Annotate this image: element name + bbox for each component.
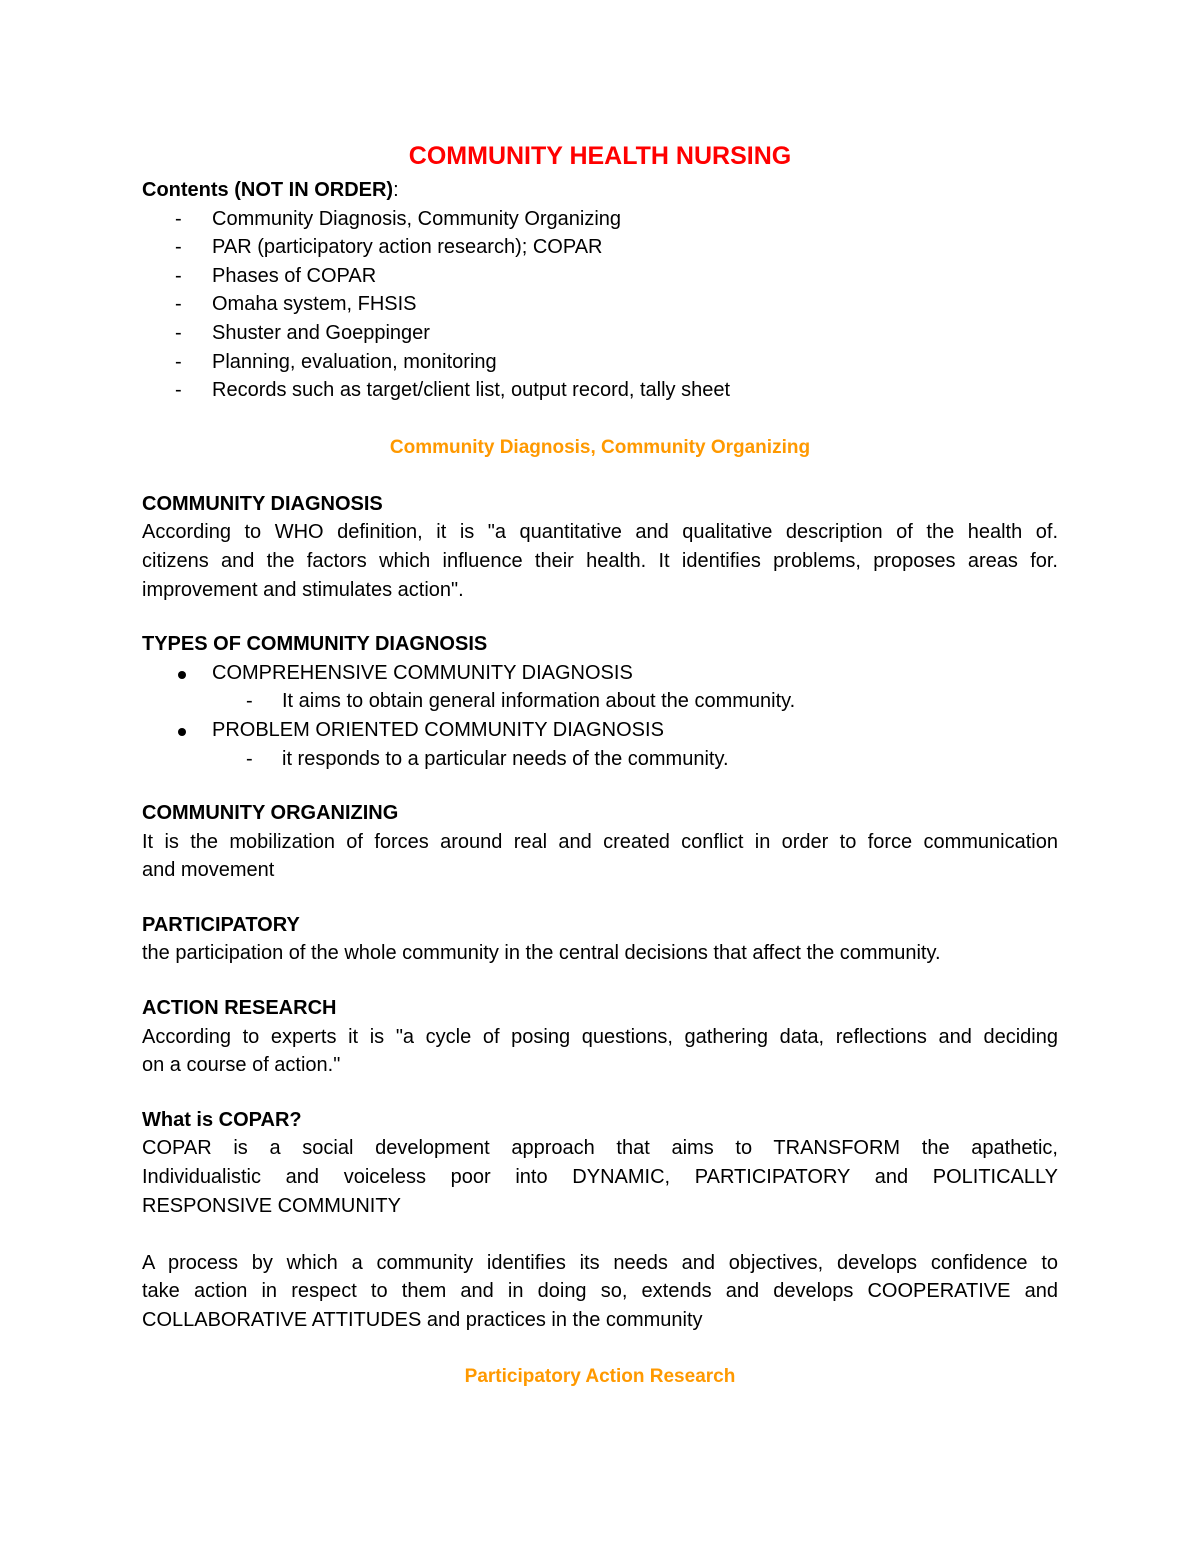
list-item-text: PAR (participatory action research); COPAR (212, 236, 603, 259)
contents-colon: : (393, 179, 399, 201)
sub-list-item: - it responds to a particular needs of the community. (246, 747, 729, 770)
bullet-icon (178, 671, 186, 679)
community-diagnosis-heading: COMMUNITY DIAGNOSIS (142, 492, 383, 515)
action-research-heading: ACTION RESEARCH (142, 997, 337, 1020)
list-item-text: Omaha system, FHSIS (212, 293, 417, 316)
list-item: - Omaha system, FHSIS (175, 293, 417, 316)
list-item (142, 716, 1058, 745)
list-item: - Phases of COPAR (175, 264, 377, 287)
body-line: It is the mobilization of forces around real and created conflict in order to force communication (142, 830, 1058, 853)
copar-heading: What is COPAR? (142, 1108, 302, 1131)
document-page (142, 140, 1058, 1391)
section-heading-community-diagnosis-organizing: Community Diagnosis, Community Organizing (389, 436, 811, 458)
list-item-text: Shuster and Goeppinger (212, 321, 430, 344)
body-line: RESPONSIVE COMMUNITY (142, 1194, 401, 1217)
participatory-heading: PARTICIPATORY (142, 913, 300, 936)
body-line: A process by which a community identifies its needs and objectives, develops confidence to (142, 1251, 1058, 1274)
list-item-text: Community Diagnosis, Community Organizing (212, 207, 622, 230)
community-diagnosis-body (142, 518, 1058, 604)
list-item: - PAR (participatory action research); COPAR (175, 236, 603, 259)
body-line: take action in respect to them and in doing so, extends and develops COOPERATIVE and (142, 1280, 1058, 1303)
body-line: COLLABORATIVE ATTITUDES and practices in the community (142, 1309, 703, 1331)
bullet-icon (178, 728, 186, 736)
types-list (142, 716, 1058, 745)
body-line: the participation of the whole community in the central decisions that affect the community. (142, 942, 941, 965)
types-list (142, 659, 1058, 688)
list-item-text: Planning, evaluation, monitoring (212, 350, 497, 373)
list-item-text: Records such as target/client list, output record, tally sheet (212, 379, 731, 402)
body-line: citizens and the factors which influence their health. It identifies problems, proposes areas for. (142, 549, 1058, 572)
list-item: - Records such as target/client list, output record, tally sheet (175, 379, 731, 402)
contents-heading (142, 176, 1058, 205)
body-line: improvement and stimulates action". (142, 578, 464, 601)
sub-list-item-text: it responds to a particular needs of the community. (282, 747, 729, 770)
page-title: COMMUNITY HEALTH NURSING (408, 142, 792, 170)
body-line: COPAR is a social development approach that aims to TRANSFORM the apathetic, (142, 1137, 1058, 1160)
community-organizing-heading: COMMUNITY ORGANIZING (142, 802, 399, 825)
sub-list-item-text: It aims to obtain general information about the community. (282, 690, 796, 713)
body-line: and movement (142, 859, 275, 882)
body-line: According to WHO definition, it is "a quantitative and qualitative description of the health of. (142, 521, 1058, 544)
list-item: - Planning, evaluation, monitoring (175, 350, 497, 373)
list-item-text: COMPREHENSIVE COMMUNITY DIAGNOSIS (212, 661, 633, 684)
contents-list (142, 205, 1058, 405)
sub-list-item: - It aims to obtain general information about the community. (246, 690, 796, 713)
list-item-text: PROBLEM ORIENTED COMMUNITY DIAGNOSIS (212, 718, 664, 741)
contents-label: Contents (NOT IN ORDER) (142, 179, 394, 201)
types-heading: TYPES OF COMMUNITY DIAGNOSIS (142, 633, 488, 656)
list-item-text: Phases of COPAR (212, 264, 377, 287)
list-item: - Community Diagnosis, Community Organizing (175, 207, 622, 230)
body-line: on a course of action." (142, 1054, 341, 1077)
body-line: According to experts it is "a cycle of posing questions, gathering data, reflections and deciding (142, 1025, 1058, 1048)
section-heading-participatory-action-research: Participatory Action Research (464, 1365, 736, 1387)
list-item (142, 659, 1058, 688)
body-line: Individualistic and voiceless poor into DYNAMIC, PARTICIPATORY and POLITICALLY (142, 1166, 1058, 1189)
list-item: - Shuster and Goeppinger (175, 321, 430, 344)
